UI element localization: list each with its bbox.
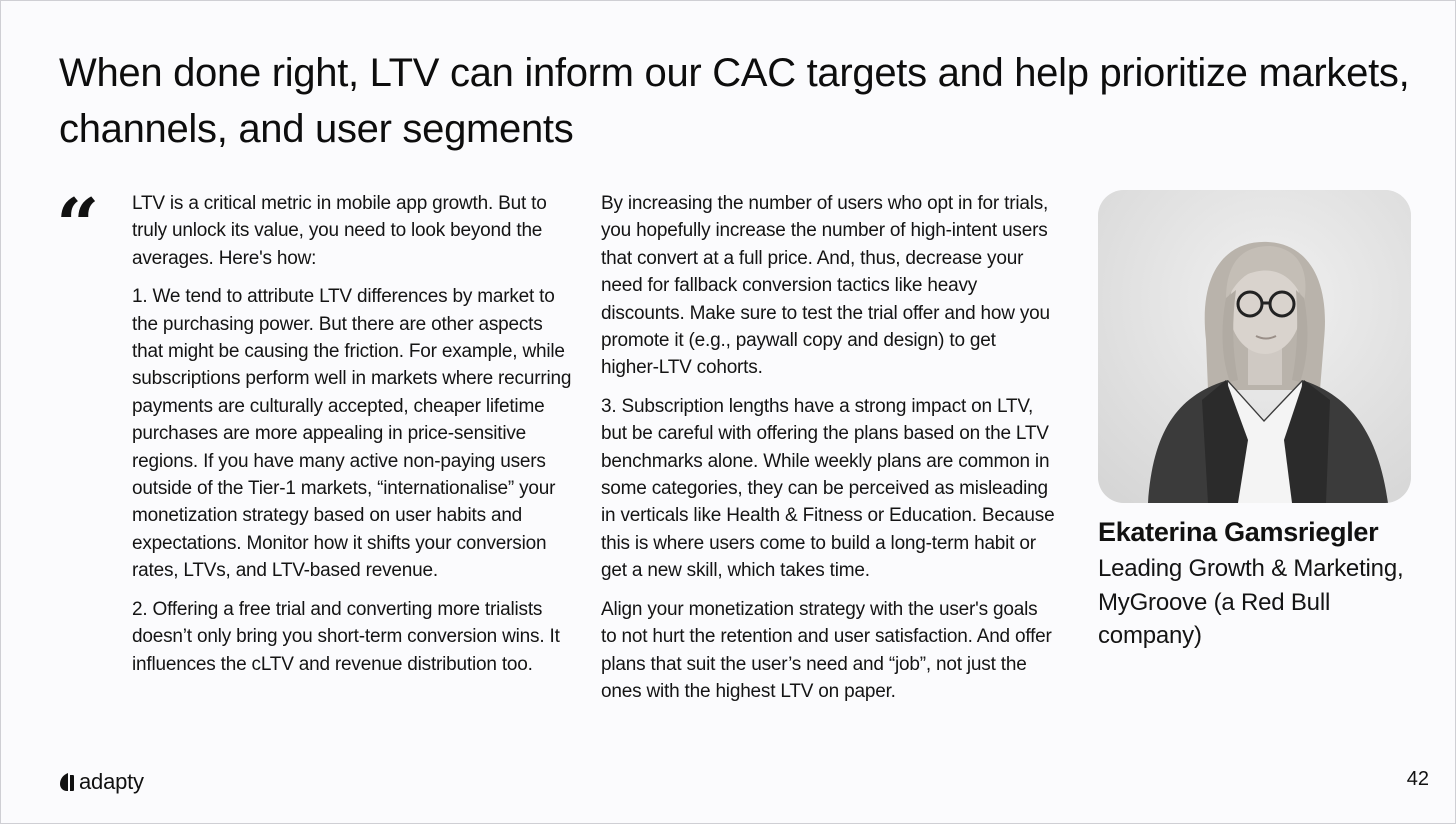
- adapty-logo-icon: [59, 772, 75, 792]
- quote-paragraph: 3. Subscription lengths have a strong impact on LTV, but be careful with offering the plans based on the LTV benchmarks alone. While weekly plans are common in some categories, they can be perceived as misleading in verticals like Health & Fitness or Education. Because this is where users come to build a long-term habit or get a new skill, which takes time.: [601, 395, 1055, 582]
- quote-paragraph: 2. Offering a free trial and converting more trialists doesn’t only bring you short-term conversion wins. It influences the cLTV and revenue distribution too.: [132, 598, 560, 675]
- quote-paragraph: 1. We tend to attribute LTV differences by market to the purchasing power. But there are other aspects that might be causing the friction. For example, while subscriptions perform well in markets where recurring payments are culturally accepted, cheaper lifetime purchases are more appealing in price-sensitive regions. If you have many active non-paying users outside of the Tier-1 markets, “internationalise” your monetization strategy based on user habits and expectations. Monitor how it shifts your conversion rates, LTVs, and LTV-based revenue.: [132, 286, 572, 582]
- quote-paragraph: Align your monetization strategy with the user's goals to not hurt the retention and user satisfaction. And offer plans that suit the user’s need and “job”, not just the ones with the highest LTV on paper.: [601, 598, 1052, 702]
- quote-paragraph: By increasing the number of users who opt in for trials, you hopefully increase the number of high-intent users that convert at a full price. And, thus, decrease your need for fallback conversion tactics like heavy discounts. Make sure to test the trial offer and how you promote it (e.g., paywall copy and design) to get higher-LTV cohorts.: [601, 193, 1050, 379]
- slide-title: When done right, LTV can inform our CAC targets and help prioritize markets, channels, and user segments: [59, 51, 1410, 151]
- speaker-photo: [1098, 190, 1411, 503]
- speaker-role: Leading Growth & Marketing, MyGroove (a Red Bull company): [1098, 555, 1404, 649]
- adapty-logo: [59, 768, 144, 796]
- page-number: 42: [1406, 768, 1429, 790]
- logo-text: adapty: [79, 769, 144, 794]
- quote-paragraph: LTV is a critical metric in mobile app growth. But to truly unlock its value, you need to look beyond the averages. Here's how:: [132, 193, 547, 269]
- quote-mark-icon: “: [55, 182, 100, 267]
- speaker-name: Ekaterina Gamsriegler: [1098, 517, 1379, 547]
- quote-column-right: [601, 190, 1056, 716]
- quote-column-left: [132, 190, 577, 689]
